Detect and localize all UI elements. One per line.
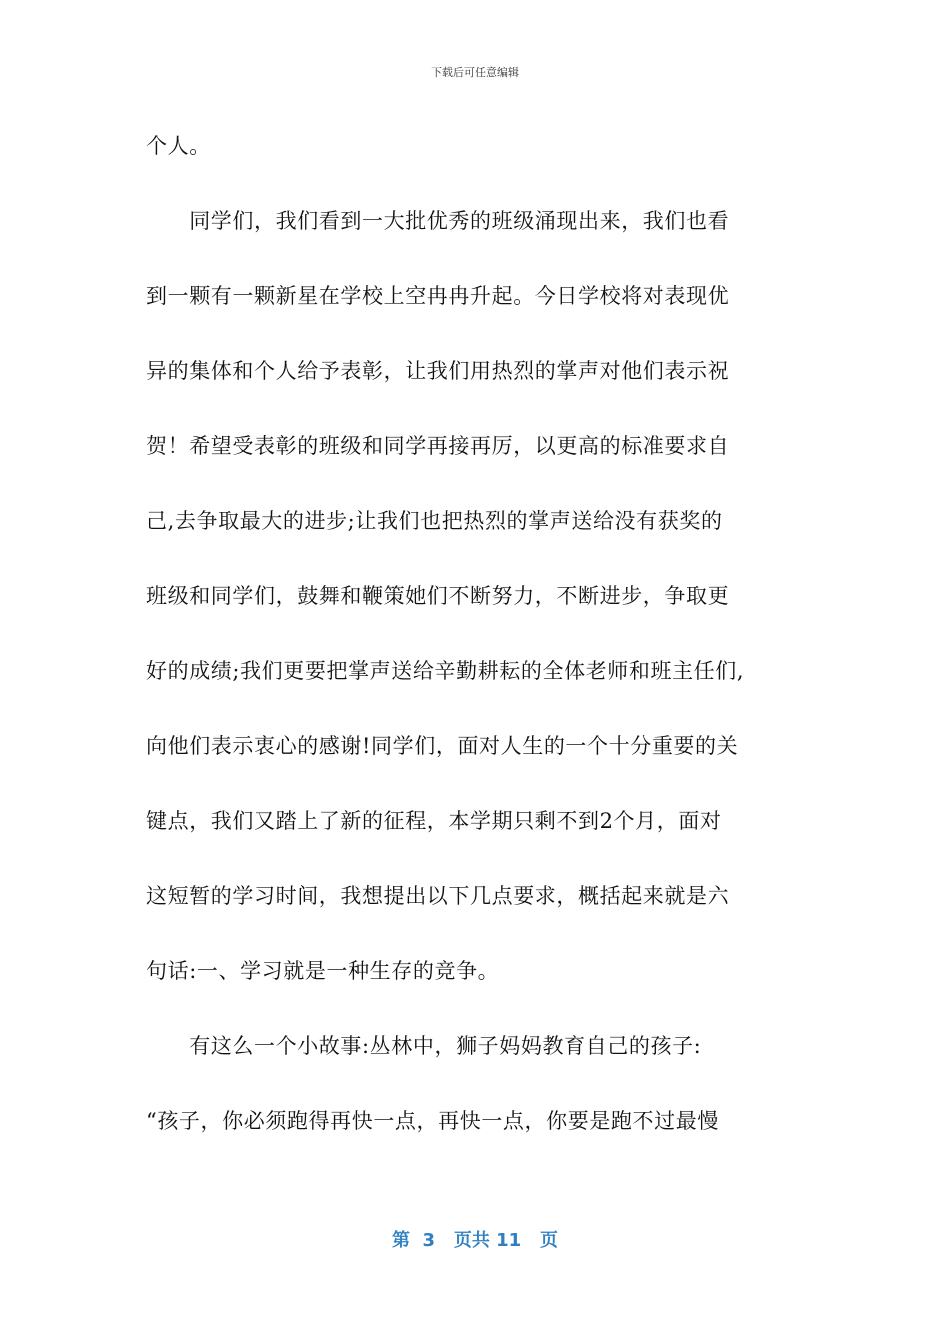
- body-line-7: 班级和同学们，鼓舞和鞭策她们不断努力，不断进步，争取更: [146, 584, 730, 608]
- body-line-10: 键点，我们又踏上了新的征程，本学期只剩不到2个月，面对: [146, 809, 722, 833]
- body-line-9: 向他们表示衷心的感谢!同学们，面对人生的一个十分重要的关: [146, 734, 739, 758]
- body-line-12: 句话:一、学习就是一种生存的竞争。: [146, 959, 500, 983]
- body-line-4: 异的集体和个人给予表彰，让我们用热烈的掌声对他们表示祝: [146, 359, 730, 383]
- body-line-2: 同学们，我们看到一大批优秀的班级涌现出来，我们也看: [146, 209, 730, 233]
- body-line-13: 有这么一个小故事:丛林中，狮子妈妈教育自己的孩子:: [146, 1034, 702, 1058]
- body-line-5: 贺！希望受表彰的班级和同学再接再厉，以更高的标准要求自: [146, 434, 730, 458]
- body-line-11: 这短暂的学习时间，我想提出以下几点要求，概括起来就是六: [146, 884, 730, 908]
- body-line-6: 己,去争取最大的进步;让我们也把热烈的掌声送给没有获奖的: [146, 509, 723, 533]
- page-footer: 第 3 页共 11 页: [392, 1230, 558, 1251]
- body-line-14: “孩子，你必须跑得再快一点，再快一点，你要是跑不过最慢: [146, 1109, 719, 1133]
- body-line-1: 个人。: [146, 134, 211, 158]
- page-header: 下载后可任意编辑: [431, 66, 519, 79]
- body-line-3: 到一颗有一颗新星在学校上空冉冉升起。今日学校将对表现优: [146, 284, 730, 308]
- body-line-8: 好的成绩;我们更要把掌声送给辛勤耕耘的全体老师和班主任们,: [146, 659, 745, 683]
